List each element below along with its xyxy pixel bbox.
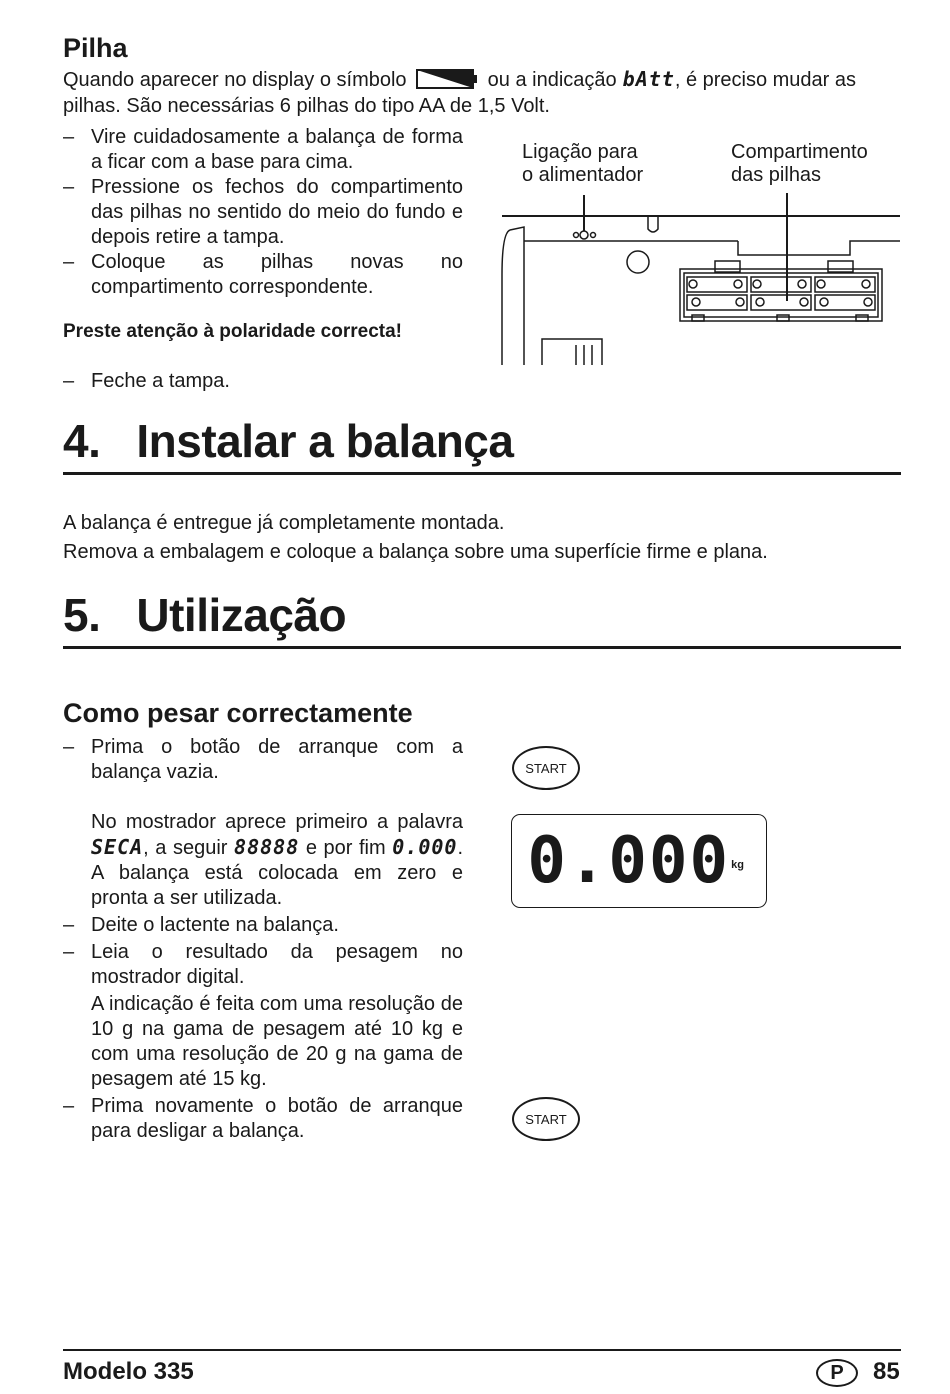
section5-rule [63,646,901,649]
pilha-intro-text-1: Quando aparecer no display o símbolo [63,69,407,91]
display-value: 0.000 [527,824,730,898]
list-item: – Prima novamente o botão de arranque para desligar a balança. [63,1095,463,1142]
pilha-intro-line1 [63,67,903,93]
list-item: – Pressione os fechos do compartimento das pilhas no sentido do meio do fundo e depois retire a tampa. [63,176,463,248]
footer-model: Modelo 335 [63,1358,194,1385]
footer-rule [63,1349,901,1351]
list-item: – Leia o resultado da pesagem no mostrador digital. A indicação é feita com uma resolução de 10 g na gama de pesagem até 10 kg e com uma resolução de 20 g na gama de pesagem até 15 kg. [63,941,463,1090]
pilha-intro-line2: pilhas. São necessárias 6 pilhas do tipo AA de 1,5 Volt. [63,95,550,117]
list-item: – Deite o lactente na balança. [63,914,339,936]
section4-number: 4. [63,415,101,467]
scale-display-illustration [511,814,767,908]
list-item: – Coloque as pilhas novas no compartimento correspondente. [63,251,463,298]
section4-rule [63,472,901,475]
section4-line1: A balança é entregue já completamente montada. [63,512,505,534]
display-unit: kg [731,859,744,871]
pilha-intro-text-2: ou a indicação [487,69,617,91]
pilha-intro-text-3: , é preciso mudar as [674,69,857,91]
diagram-label-batteries: Compartimento das pilhas [731,141,868,186]
battery-compartment-diagram [500,185,902,370]
list-item: – Feche a tampa. [63,370,230,392]
section5-heading [63,588,901,642]
batt-lcd-code: bAtt [622,67,675,91]
seca-lcd-code: SECA [91,835,144,859]
display-sequence-note: No mostrador aprece primeiro a palavra SECA, a seguir 88888 e por fim 0.000. A balança está colocada em zero e pronta a ser utilizada. [91,811,464,909]
pilha-title: Pilha [63,33,128,63]
section5-subtitle: Como pesar correctamente [63,698,413,728]
resolution-note: A indicação é feita com uma resolução de 10 g na gama de pesagem até 10 kg e com uma resolução de 20 g na gama de pesagem até 15 kg. [91,993,463,1090]
section4-line2: Remova a embalagem e coloque a balança sobre uma superfície firme e plana. [63,541,768,563]
pilha-final-step [63,369,463,394]
start-button-illustration: START [512,746,580,790]
battery-icon [416,68,478,90]
88888-lcd-code: 88888 [234,835,300,859]
section5-title: Utilização [136,589,347,641]
language-badge: P [816,1359,858,1387]
section4-title: Instalar a balança [136,415,514,467]
zero-lcd-code: 0.000 [392,835,458,859]
diagram-label-power: Ligação para o alimentador [522,141,644,186]
usage-instructions [63,735,463,1144]
list-item: – Vire cuidadosamente a balança de forma a ficar com a base para cima. [63,126,463,173]
page-number: 85 [873,1358,900,1385]
section4-heading [63,414,901,468]
polarity-warning: Preste atenção à polaridade correcta! [63,321,402,342]
start-button-illustration-2: START [512,1097,580,1141]
section5-number: 5. [63,589,101,641]
list-item: – Prima o botão de arranque com a balança vazia. [63,736,463,783]
pilha-steps [63,125,463,300]
